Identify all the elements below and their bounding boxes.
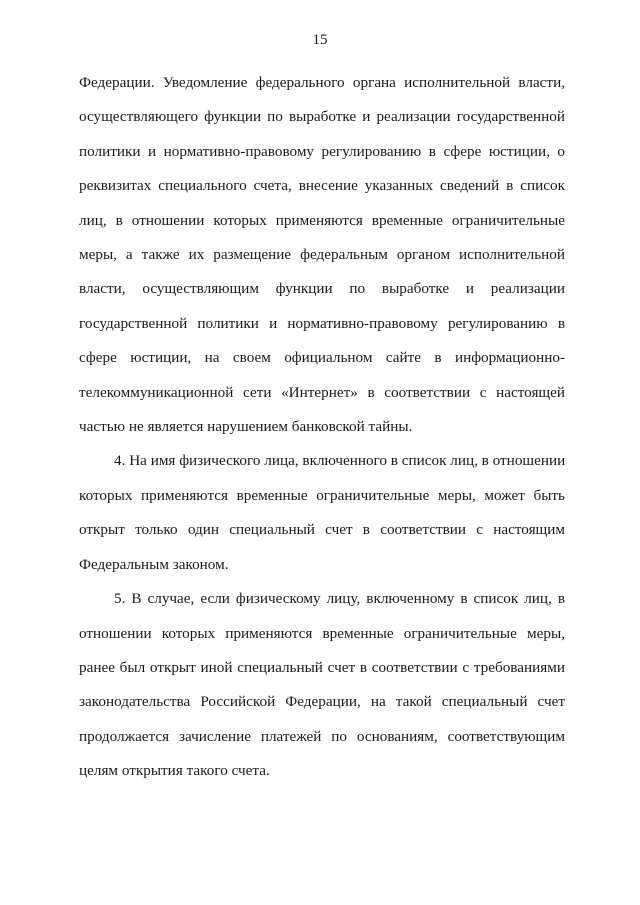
text-line: лиц, в отношении которых применяются временные ограничительные — [79, 211, 565, 229]
text-line: которых применяются временные ограничительные меры, может быть — [79, 486, 565, 504]
text-line: целям открытия такого счета. — [79, 762, 270, 780]
paragraph-item-5 — [79, 582, 565, 788]
text-line: Федерации. Уведомление федерального органа исполнительной власти, — [79, 74, 565, 91]
text-line: осуществляющего функции по выработке и реализации государственной — [79, 108, 565, 126]
text-line: законодательства Российской Федерации, на такой специальный счет — [79, 693, 565, 711]
paragraph-continuation — [79, 66, 565, 444]
text-line: отношении которых применяются временные ограничительные меры, — [79, 624, 565, 642]
text-line: власти, осуществляющим функции по выработке и реализации — [79, 280, 565, 298]
text-line: сфере юстиции, на своем официальном сайте в информационно- — [79, 349, 565, 367]
text-line: ранее был открыт иной специальный счет в соответствии с требованиями — [79, 658, 565, 676]
text-line: политики и нормативно-правовому регулированию в сфере юстиции, о — [79, 142, 565, 160]
text-line: телекоммуникационной сети «Интернет» в соответствии с настоящей — [79, 383, 565, 401]
text-line: 4. На имя физического лица, включенного в список лиц, в отношении — [114, 452, 566, 470]
text-line: открыт только один специальный счет в соответствии с настоящим — [79, 521, 565, 539]
text-line: 5. В случае, если физическому лицу, включенному в список лиц, в — [114, 590, 565, 608]
text-line: частью не является нарушением банковской тайны. — [79, 418, 413, 436]
paragraph-item-4 — [79, 444, 565, 582]
document-body — [79, 66, 565, 789]
text-line: продолжается зачисление платежей по основаниям, соответствующим — [79, 727, 565, 745]
page-number: 15 — [312, 32, 328, 48]
text-line: реквизитах специального счета, внесение указанных сведений в список — [79, 177, 565, 195]
text-line: Федеральным законом. — [79, 555, 229, 573]
text-line: государственной политики и нормативно-правовому регулированию в — [79, 314, 565, 332]
text-line: меры, а также их размещение федеральным органом исполнительной — [79, 246, 565, 264]
